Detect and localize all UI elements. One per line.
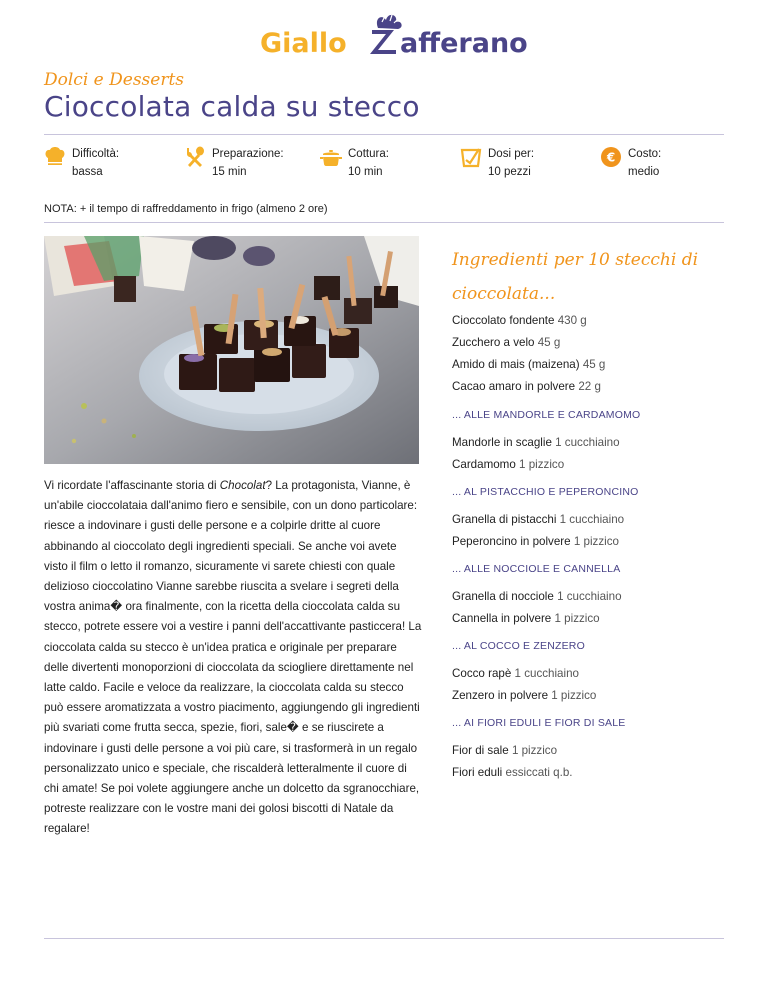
ingredient-item [452, 314, 732, 328]
ingredient-name[interactable]: Amido di mais (maizena) [452, 358, 580, 371]
ingredient-qty: 45 g [582, 358, 606, 371]
info-label: Costo: [628, 148, 662, 160]
info-value: 10 min [348, 166, 383, 178]
ingredient-item [452, 358, 732, 372]
measuring-cup-icon [460, 146, 482, 168]
info-value: medio [628, 166, 660, 178]
ingredient-qty: 1 pizzico [551, 689, 597, 702]
ingredient-group-title: ... ALLE MANDORLE E CARDAMOMO [452, 409, 641, 421]
ingredient-qty: 1 pizzico [511, 744, 558, 757]
ingredient-qty: 1 pizzico [519, 458, 565, 471]
chef-hat-icon [44, 146, 66, 168]
euro-coin-icon [600, 146, 622, 168]
ingredient-name[interactable]: Cacao amaro in polvere [452, 380, 576, 393]
info-label: Cottura: [348, 148, 389, 160]
ingredient-item [452, 458, 732, 472]
ingredient-name[interactable]: Cannella in polvere [452, 612, 552, 625]
ingredient-group-title: ... AI FIORI EDULI E FIOR DI SALE [452, 717, 626, 729]
ingredient-name[interactable]: Peperoncino in polvere [452, 535, 571, 548]
title-divider [44, 134, 724, 135]
ingredient-name[interactable]: Zenzero in polvere [452, 689, 549, 702]
brand-name-part1: Giallo [260, 28, 347, 59]
note-divider [44, 222, 724, 223]
ingredient-qty: 1 cucchiaino [557, 590, 622, 603]
chef-hat-z-icon [370, 15, 402, 54]
ingredient-item [452, 590, 732, 604]
ingredient-item [452, 535, 732, 549]
svg-text:€: € [606, 150, 616, 165]
info-value: 15 min [212, 166, 247, 178]
ingredient-name[interactable]: Zucchero a velo [452, 336, 535, 349]
ingredient-group-title: ... AL COCCO E ZENZERO [452, 640, 585, 652]
ingredient-name[interactable]: Mandorle in scaglie [452, 436, 552, 449]
recipe-photo [44, 236, 419, 464]
footer-divider [44, 938, 724, 939]
info-label: Preparazione: [212, 148, 284, 160]
ingredient-item [452, 612, 732, 626]
brand-name-part2: afferano [400, 28, 528, 59]
ingredient-qty: 1 pizzico [554, 612, 600, 625]
movie-title-link[interactable]: Chocolat [219, 479, 266, 492]
ingredient-name[interactable]: Granella di pistacchi [452, 513, 557, 526]
ingredient-item [452, 436, 732, 450]
ingredient-item [452, 380, 732, 394]
ingredient-qty: 45 g [537, 336, 561, 349]
ingredient-qty: 22 g [578, 380, 601, 393]
recipe-category[interactable]: Dolci e Desserts [44, 70, 185, 90]
ingredient-item [452, 336, 732, 350]
ingredient-qty: 1 cucchiaino [559, 513, 625, 526]
ingredient-qty: 1 pizzico [573, 535, 619, 548]
ingredient-item [452, 766, 732, 780]
ingredient-qty: essiccati q.b. [505, 766, 573, 779]
ingredient-qty: 1 cucchiaino [555, 436, 620, 449]
ingredient-name[interactable]: Cardamomo [452, 458, 516, 471]
intro-text-1: Vi ricordate l'affascinante storia di [44, 479, 220, 492]
ingredients-list [452, 314, 732, 788]
ingredient-qty: 1 cucchiaino [514, 667, 579, 680]
intro-text-2: ? La protagonista, Vianne, è un'abile cioccolataia dall'animo fiero e sensibile, con un dono particolare: riesce a indovinare i gusti delle persone e a colpirle dritte al cuore abbinando al cioccolato degli ingredienti speciali. Se anche voi avete visto il film o letto il romanzo, sicuramente vi sarete chiesti con quale delizioso cioccolatino Vianne sarebbe riuscita a svelare i segreti della vostra anima� ora finalmente, con la ricetta della cioccolata calda su stecco, potrete essere voi a vestire i panni dell'accattivante pasticcera! La cioccolata calda su stecco è un'idea pratica e originale per preparare delle divertenti monoporzioni di cioccolata da sciogliere direttamente nel latte caldo. Facile e veloce da realizzare, la cioccolata calda su stecco può essere aromatizzata a vostro piacimento, aggiungendo gli ingredienti più svariati come frutta secca, spezie, fiori, sale� e se riuscirete a indovinare i gusti delle persone a voi più care, si trasformerà in un regalo personalizzato unico e speciale, che riscalderà letteralmente il cuore di chi amate! Se poi volete aggiungere anche un dolcetto da sgranocchiare, potreste realizzare con le vostre mani dei golosi biscotti di Natale da regalare! [44, 479, 422, 836]
ingredient-item [452, 689, 732, 703]
recipe-title: Cioccolata calda su stecco [44, 90, 420, 123]
info-value: bassa [72, 166, 103, 178]
ingredients-title: Ingredienti per 10 stecchi di cioccolata... [452, 250, 699, 304]
pot-icon [320, 146, 342, 168]
ingredient-item [452, 513, 732, 527]
ingredient-name[interactable]: Fior di sale [452, 744, 509, 757]
ingredient-group-title: ... ALLE NOCCIOLE E CANNELLA [452, 563, 621, 575]
utensils-icon [184, 146, 206, 168]
info-value: 10 pezzi [488, 166, 531, 178]
ingredient-name[interactable]: Granella di nocciole [452, 590, 554, 603]
info-label: Difficoltà: [72, 148, 120, 160]
recipe-note: NOTA: + il tempo di raffreddamento in frigo (almeno 2 ore) [44, 203, 328, 215]
ingredient-name[interactable]: Cocco rapè [452, 667, 512, 680]
ingredient-name[interactable]: Cioccolato fondente [452, 314, 555, 327]
ingredient-qty: 430 g [557, 314, 587, 327]
ingredient-item [452, 667, 732, 681]
brand-logo[interactable] [0, 12, 768, 62]
info-label: Dosi per: [488, 148, 535, 160]
ingredient-item [452, 744, 732, 758]
ingredient-group-title: ... AL PISTACCHIO E PEPERONCINO [452, 486, 639, 498]
ingredient-name[interactable]: Fiori eduli [452, 766, 503, 779]
recipe-intro [44, 476, 422, 840]
